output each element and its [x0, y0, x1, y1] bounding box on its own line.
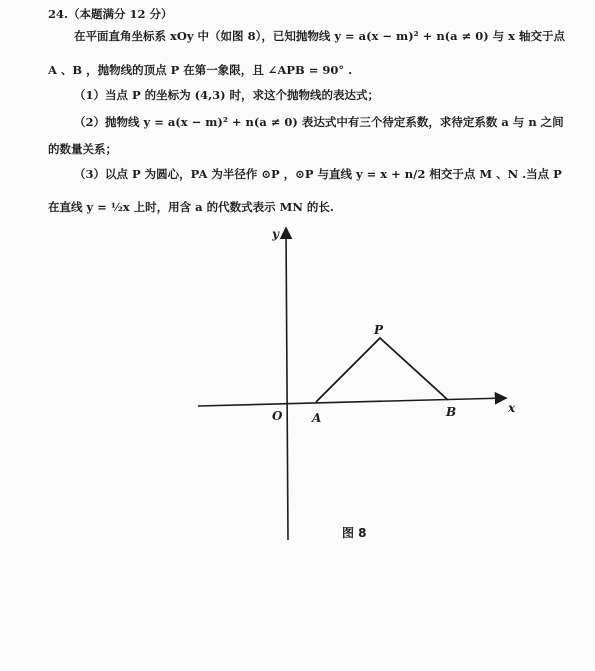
- x-axis: [198, 398, 506, 406]
- triangle-apb: [316, 338, 448, 402]
- problem-statement-line-1: 在平面直角坐标系 xOy 中（如图 8），已知抛物线 y = a(x − m)² + n(a ≠ 0) 与 x 轴交于点: [74, 29, 566, 43]
- figure-8: [190, 220, 530, 550]
- question-1: （1）当点 P 的坐标为 (4,3) 时，求这个抛物线的表达式；: [74, 88, 380, 102]
- figure-caption: 图 8: [342, 526, 367, 540]
- problem-statement-line-2: A 、B ，抛物线的顶点 P 在第一象限，且 ∠APB = 90° .: [48, 63, 353, 77]
- question-3: （3）以点 P 为圆心，PA 为半径作 ⊙P ，⊙P 与直线 y = x + n/2 相交于点 M 、N .当点 P: [74, 167, 562, 181]
- origin-label: O: [272, 409, 283, 423]
- question-3-continued: 在直线 y = ½x 上时，用含 a 的代数式表示 MN 的长.: [48, 200, 334, 214]
- question-2-continued: 的数量关系；: [48, 142, 117, 156]
- y-axis: [286, 228, 288, 540]
- point-b-label: B: [446, 405, 457, 419]
- problem-header: 24.（本题满分 12 分）: [48, 7, 173, 21]
- x-axis-label: x: [508, 401, 516, 415]
- point-a-label: A: [312, 411, 322, 425]
- y-axis-label: y: [272, 227, 279, 241]
- point-p-label: P: [374, 323, 384, 337]
- question-2: （2）抛物线 y = a(x − m)² + n(a ≠ 0) 表达式中有三个待定系数，求待定系数 a 与 n 之间: [74, 115, 564, 129]
